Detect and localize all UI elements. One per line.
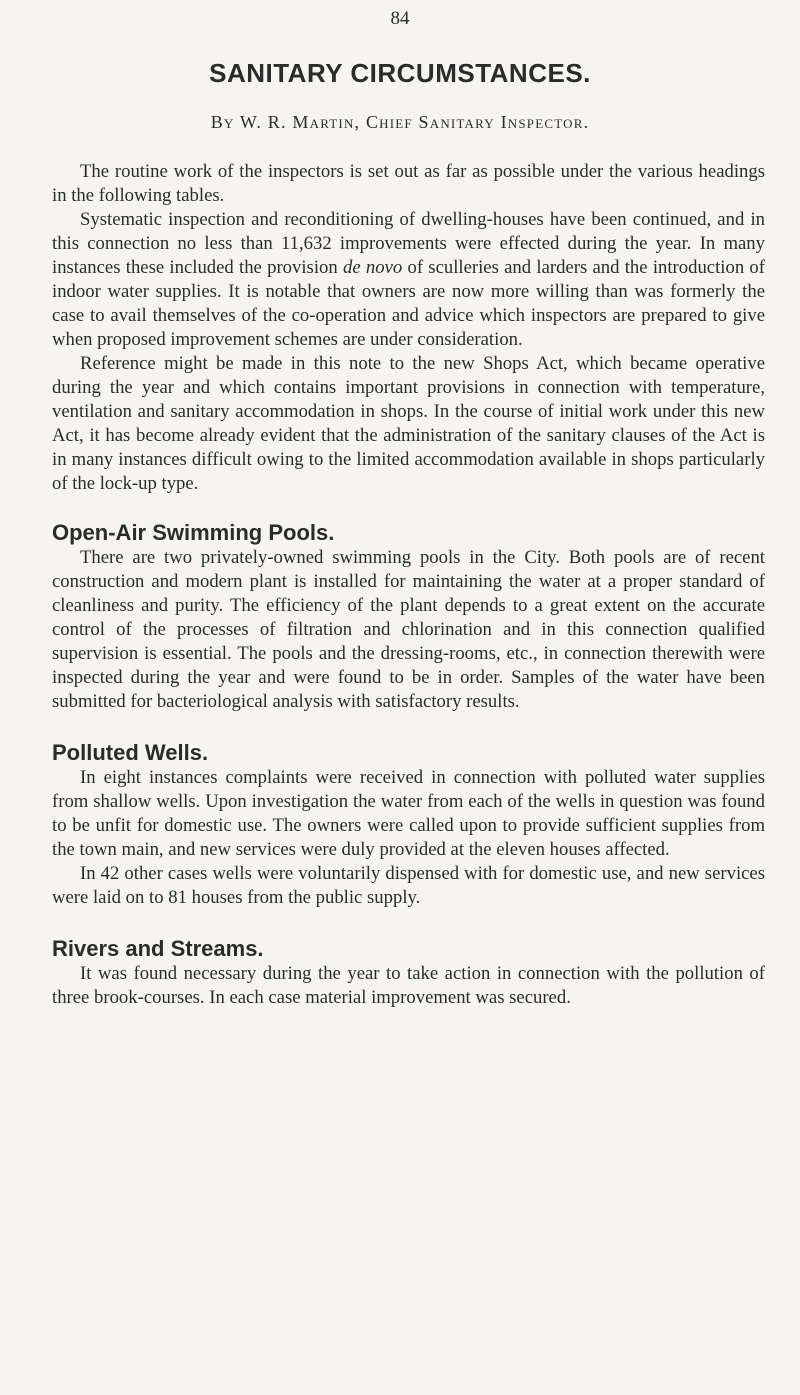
latin-phrase: de novo (342, 257, 403, 278)
intro-paragraph-2-end: of sculleries and larders and the introduction of indoor water supplies. It is notable that owners are now more willing than was formerly the case to avail themselves of the co-operation and advice which inspectors are prepared to give when proposed improvement schemes are under consideration. (52, 257, 765, 350)
intro-paragraph-3: Reference might be made in this note to the new Shops Act, which became operative during the year and which contains important provisions in connection with temperature, ventilation and sanitary accommodation in shops. In the course of initial work under this new Act, it has become already evident that the administration of the sanitary clauses of the Act is in many instances difficult owing to the limited accommodation available in shops particularly of the lock-up type. (52, 353, 765, 494)
swimming-pools-paragraph: There are two privately-owned swimming pools in the City. Both pools are of recent construction and modern plant is installed for maintaining the water at a proper standard of cleanliness and purity. The efficiency of the plant depends to a great extent on the accurate control of the processes of filtration and chlorination and in this connection qualified supervision is essential. The pools and the dressing-rooms, etc., in connection therewith were inspected during the year and were found to be in order. Samples of the water have been submitted for bacteriological analysis with satisfactory results. (52, 547, 765, 712)
section-heading-polluted-wells: Polluted Wells. (52, 740, 209, 765)
page-number: 84 (390, 8, 410, 29)
page-title: SANITARY CIRCUMSTANCES. (209, 58, 591, 88)
intro-paragraph-2 (52, 208, 765, 352)
section-heading-swimming-pools: Open-Air Swimming Pools. (52, 520, 335, 545)
polluted-wells-paragraph-2: In 42 other cases wells were voluntarily dispensed with for domestic use, and new services were laid on to 81 houses from the public supply. (52, 863, 765, 908)
byline: By W. R. Martin, Chief Sanitary Inspector. (210, 112, 590, 132)
rivers-streams-paragraph: It was found necessary during the year to take action in connection with the pollution of three brook-courses. In each case material improvement was secured. (52, 963, 765, 1008)
section-heading-rivers-streams: Rivers and Streams. (52, 936, 264, 961)
intro-paragraph-2-start: Systematic inspection and reconditioning of dwelling-houses have been continued, and in this connection no less than 11,632 improvements were effected during the year. In many instances these included the provision (52, 209, 765, 278)
article-body (52, 160, 765, 1010)
intro-paragraph-1: The routine work of the inspectors is set out as far as possible under the various headings in the following tables. (52, 161, 765, 206)
polluted-wells-paragraph-1: In eight instances complaints were received in connection with polluted water supplies from shallow wells. Upon investigation the water from each of the wells in question was found to be unfit for domestic use. The owners were called upon to provide sufficient supplies from the town main, and new services were duly provided at the eleven houses affected. (52, 767, 765, 860)
